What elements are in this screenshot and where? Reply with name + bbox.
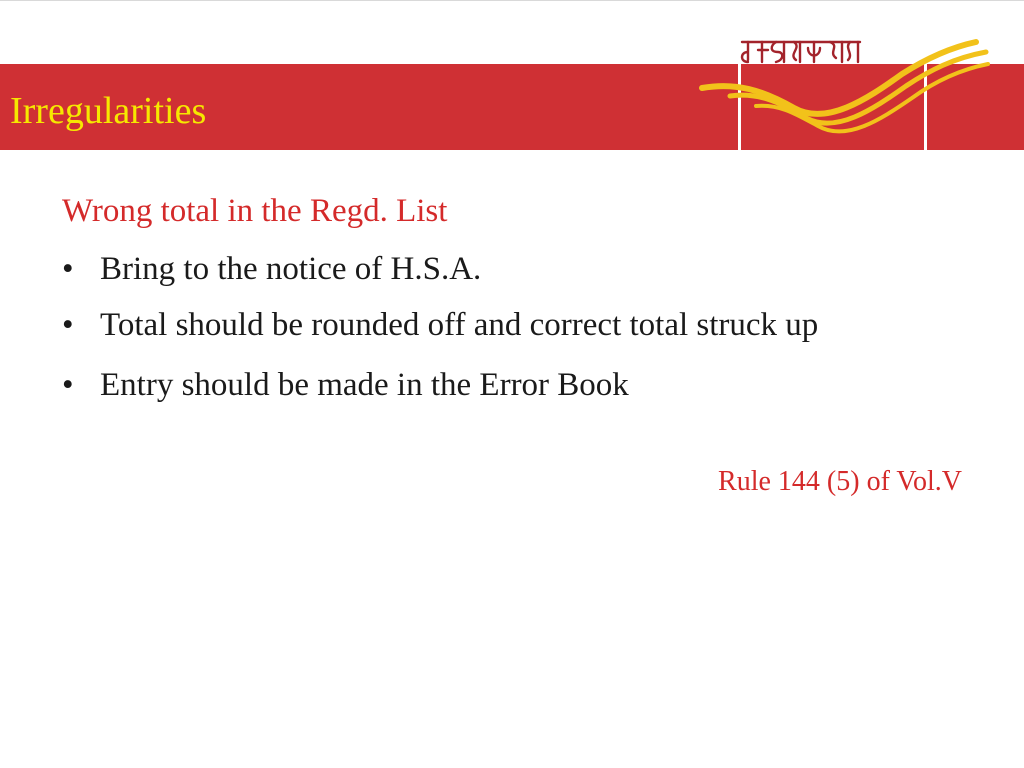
bullet-text: Entry should be made in the Error Book — [100, 367, 629, 403]
logo-swoosh — [702, 42, 988, 131]
logo-wordmark — [742, 42, 860, 62]
bullet-marker: • — [62, 367, 74, 403]
bullet-list — [62, 246, 962, 408]
india-post-logo — [696, 26, 996, 150]
subheading: Wrong total in the Regd. List — [62, 193, 448, 229]
rule-reference: Rule 144 (5) of Vol.V — [718, 466, 962, 497]
slide-content — [62, 188, 962, 422]
list-item — [62, 302, 962, 348]
bullet-marker: • — [62, 251, 74, 287]
top-rule — [0, 0, 1024, 1]
list-item — [62, 246, 962, 292]
bullet-marker: • — [62, 307, 74, 343]
list-item — [62, 362, 962, 408]
slide-title: Irregularities — [10, 90, 207, 132]
bullet-text: Total should be rounded off and correct total struck up — [100, 307, 819, 343]
bullet-text: Bring to the notice of H.S.A. — [100, 251, 482, 287]
logo-rule-left — [738, 64, 741, 150]
